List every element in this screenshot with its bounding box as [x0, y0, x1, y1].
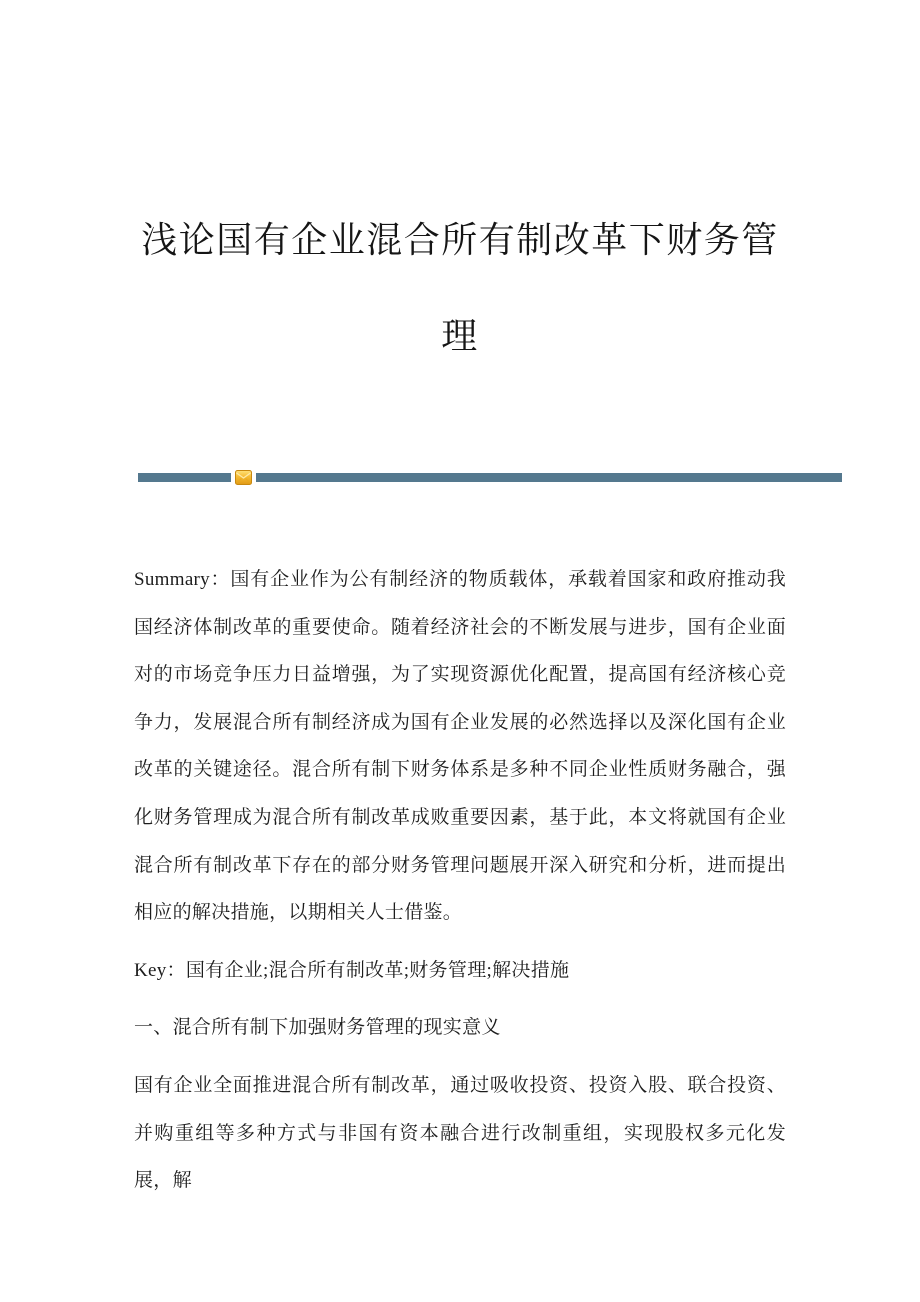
section-heading: 一、混合所有制下加强财务管理的现实意义	[134, 1017, 501, 1039]
keywords-line: Key：国有企业;混合所有制改革;财务管理;解决措施	[134, 959, 570, 981]
document-body	[134, 556, 786, 1215]
document-title: 浅论国有企业混合所有制改革下财务管理	[141, 220, 779, 356]
body-paragraph: 国有企业全面推进混合所有制改革，通过吸收投资、投资入股、联合投资、并购重组等多种方式与非国有资本融合进行改制重组，实现股权多元化发展，解	[134, 1074, 786, 1192]
summary-paragraph: Summary：国有企业作为公有制经济的物质载体，承载着国家和政府推动我国经济体制改革的重要使命。随着经济社会的不断发展与进步，国有企业面对的市场竞争压力日益增强，为了实现资源优化配置，提高国有经济核心竞争力，发展混合所有制经济成为国有企业发展的必然选择以及深化国有企业改革的关键途径。混合所有制下财务体系是多种不同企业性质财务融合，强化财务管理成为混合所有制改革成败重要因素，基于此，本文将就国有企业混合所有制改革下存在的部分财务管理问题展开深入研究和分析，进而提出相应的解决措施，以期相关人士借鉴。	[134, 569, 786, 924]
section-divider	[138, 473, 842, 482]
envelope-icon	[231, 466, 256, 489]
